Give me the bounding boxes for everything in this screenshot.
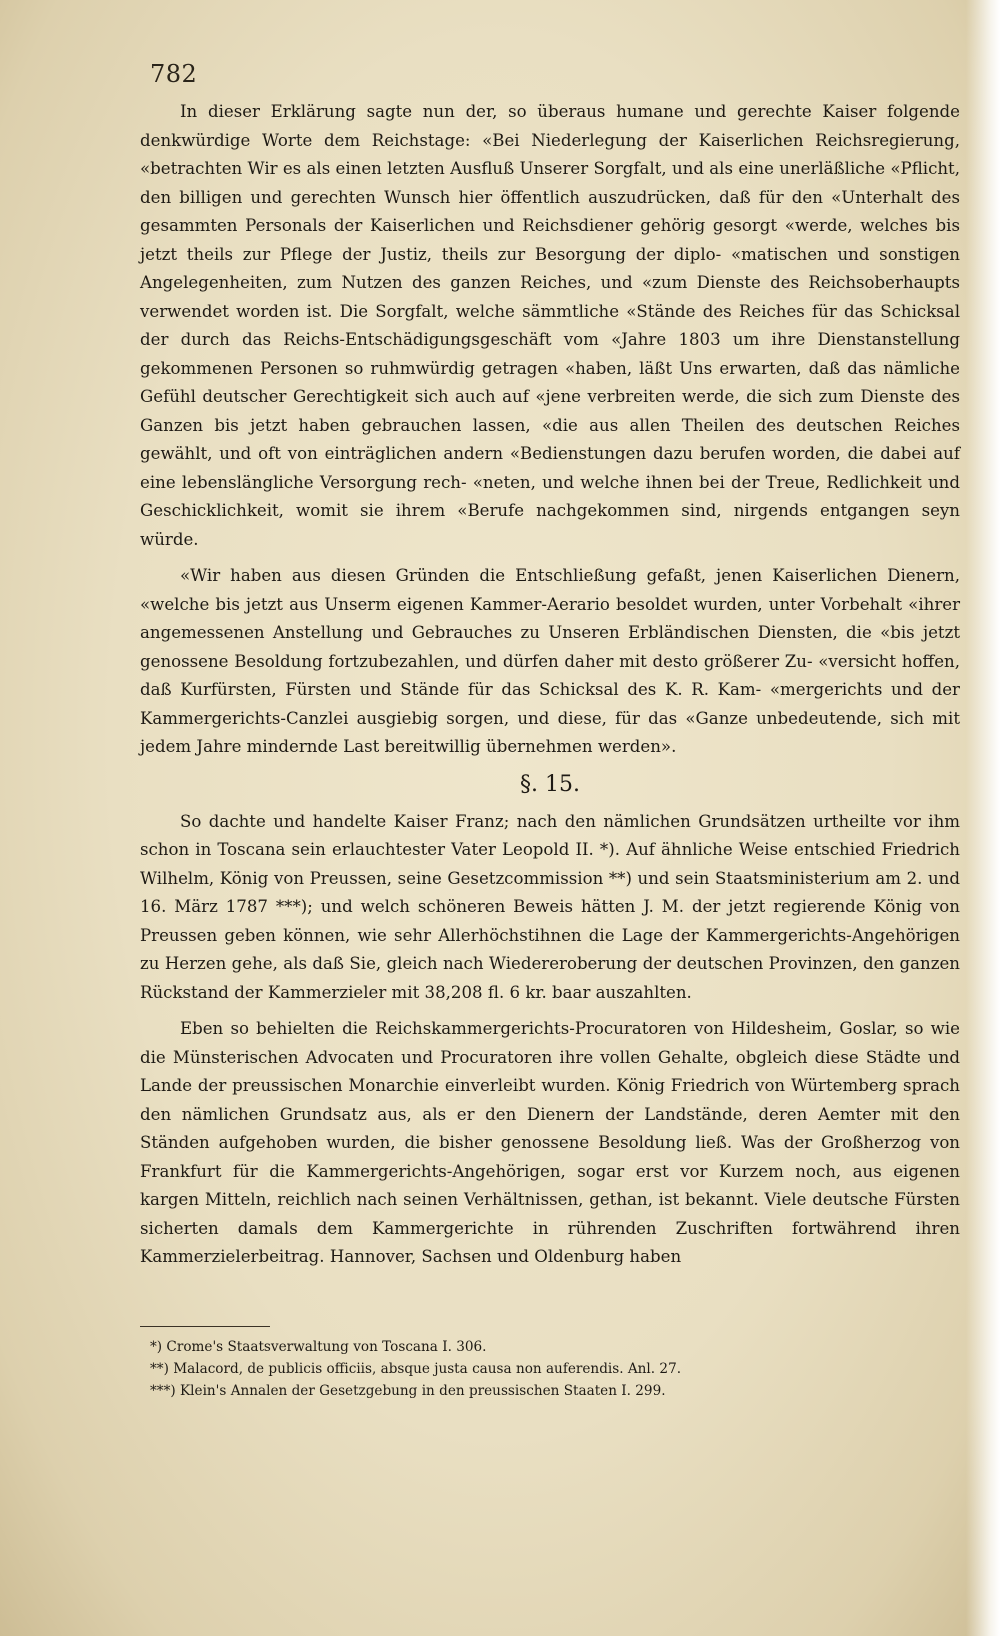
footnote-1: *) Crome's Staatsverwaltung von Toscana I. 306. [150,1339,487,1355]
footnote-3: ***) Klein's Annalen der Gesetzgebung in den preussischen Staaten I. 299. [150,1383,666,1399]
paragraph-4: Eben so behielten die Reichskammergerichts-Procuratoren von Hildesheim, Goslar, so wie die Münsterischen Advocaten und Procuratoren ihre vollen Gehalte, obgleich diese Städte und Lande der preussischen Monarchie einverleibt wurden. König Friedrich von Würtemberg sprach den nämlichen Grundsatz aus, als er den Dienern der Landstände, deren Aemter mit den Ständen aufgehoben wurden, die bisher genossene Besoldung ließ. Was der Großherzog von Frankfurt für die Kammergerichts-Angehörigen, sogar erst vor Kurzem noch, aus eigenen kargen Mitteln, reichlich nach seinen Verhältnissen, gethan, ist bekannt. Viele deutsche Fürsten sicherten damals dem Kammergerichte in rührenden Zuschriften fortwährend ihren Kammerzielerbeitrag. Hannover, Sachsen und Oldenburg haben [140,1019,960,1266]
main-text [140,98,960,1280]
footnote-divider [140,1326,270,1327]
page-number: 782 [150,60,198,88]
paragraph-1: In dieser Erklärung sagte nun der, so überaus humane und gerechte Kaiser folgende denkwürdige Worte dem Reichstage: «Bei Niederlegung der Kaiserlichen Reichsregierung, «betrachten Wir es als einen letzten Ausfluß Unserer Sorgfalt, und als eine unerläßliche «Pflicht, den billigen und gerechten Wunsch hier öffentlich auszudrücken, daß für den «Unterhalt des gesammten Personals der Kaiserlichen und Reichsdiener gehörig gesorgt «werde, welches bis jetzt theils zur Pflege der Justiz, theils zur Besorgung der diplo- «matischen und sonstigen Angelegenheiten, zum Nutzen des ganzen Reiches, und «zum Dienste des Reichsoberhaupts verwendet worden ist. Die Sorgfalt, welche sämmtliche «Stände des Reiches für das Schicksal der durch das Reichs-Entschädigungsgeschäft vom «Jahre 1803 um ihre Dienstanstellung gekommenen Personen so ruhmwürdig getragen «haben, läßt Uns erwarten, daß das nämliche Gefühl deutscher Gerechtigkeit sich auch auf «jene verbreiten werde, die sich zum Dienste des Ganzen bis jetzt haben gebrauchen lassen, «die aus allen Theilen des deutschen Reiches gewählt, und oft von einträglichen andern «Bedienstungen dazu berufen worden, die dabei auf eine lebenslängliche Versorgung rech- «neten, und welche ihnen bei der Treue, Redlichkeit und Geschicklichkeit, womit sie ihrem «Berufe nachgekommen sind, nirgends entgangen seyn würde. [140,102,960,549]
paragraph-3: So dachte und handelte Kaiser Franz; nach den nämlichen Grundsätzen urtheilte vor ihm schon in Toscana sein erlauchtester Vater Leopold II. *). Auf ähnliche Weise entschied Friedrich Wilhelm, König von Preussen, seine Gesetzcommission **) und sein Staatsministerium am 2. und 16. März 1787 ***); und welch schöneren Beweis hätten J. M. der jetzt regierende König von Preussen geben können, wie sehr Allerhöchstihnen die Lage der Kammergerichts-Angehörigen zu Herzen gehe, als daß Sie, gleich nach Wiedereroberung der deutschen Provinzen, den ganzen Rückstand der Kammerzieler mit 38,208 fl. 6 kr. baar auszahlten. [140,811,960,1002]
paragraph-2: «Wir haben aus diesen Gründen die Entschließung gefaßt, jenen Kaiserlichen Dienern, «welche bis jetzt aus Unserm eigenen Kammer-Aerario besoldet wurden, unter Vorbehalt «ihrer angemessenen Anstellung und Gebrauches zu Unseren Erbländischen Diensten, die «bis jetzt genossene Besoldung fortzubezahlen, und dürfen daher mit desto größerer Zu- «versicht hoffen, daß Kurfürsten, Fürsten und Stände für das Schicksal des K. R. Kam- «mergerichts und der Kammergerichts-Canzlei ausgiebig sorgen, und diese, für das «Ganze unbedeutende, sich mit jedem Jahre mindernde Last bereitwillig übernehmen werden». [140,566,960,756]
section-heading: §. 15. [520,771,580,797]
footnotes [150,1336,950,1402]
page-edge [966,0,1000,1636]
footnote-2: **) Malacord, de publicis officiis, absque justa causa non auferendis. Anl. 27. [150,1361,682,1377]
